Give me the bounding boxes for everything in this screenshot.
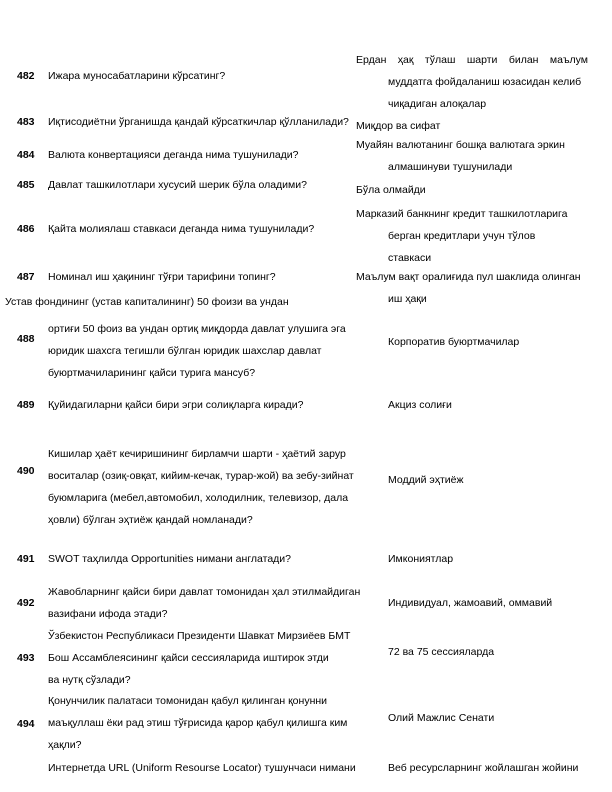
- row-number: 493: [17, 652, 35, 664]
- question-line: Номинал иш ҳақининг тўғри тарифини топинг?: [48, 271, 276, 283]
- answer-text: [388, 548, 612, 570]
- question-text: [48, 394, 378, 416]
- question-text: [48, 548, 378, 570]
- question-line: ортиғи 50 фоиз ва ундан ортиқ миқдорда давлат улушига эга: [48, 323, 346, 335]
- answer-line: алмашинуви тушунилади: [388, 161, 513, 173]
- answer-text: [356, 266, 610, 310]
- question-text: [48, 144, 378, 166]
- question-line: Бош Ассамблеясининг қайси сессияларида иштирок этди: [48, 652, 329, 664]
- question-line: Қайта молиялаш ставкаси деганда нима тушунилади?: [48, 223, 315, 235]
- answer-text: [388, 707, 612, 729]
- question-text: [48, 690, 378, 756]
- question-line: ҳовли) бўлган эҳтиёж қандай номланади?: [48, 514, 253, 526]
- answer-text: [388, 394, 612, 416]
- question-text: [48, 757, 378, 779]
- row-number: 483: [17, 116, 35, 128]
- question-text: [48, 625, 378, 691]
- answer-text: [356, 203, 610, 269]
- row-number: 485: [17, 179, 35, 191]
- question-text: [48, 266, 378, 288]
- answer-text: [388, 641, 612, 663]
- question-line: воситалар (озиқ-овқат, кийим-кечак, турар-жой) ва зебу-зийнат: [48, 470, 354, 482]
- answer-line: Ердан ҳақ тўлаш шарти билан маълум: [356, 54, 588, 66]
- row-number: 488: [17, 333, 35, 345]
- answer-line: Веб ресурсларнинг жойлашган жойини: [388, 762, 579, 774]
- row-number: 482: [17, 70, 35, 82]
- answer-text: [356, 49, 610, 115]
- question-line: маъқуллаш ёки рад этиш тўғрисида қарор қабул қилишга ким: [48, 717, 348, 729]
- row-number: 484: [17, 149, 35, 161]
- answer-line: Маълум вақт оралиғида пул шаклида олинган: [356, 271, 581, 283]
- answer-text: [388, 592, 612, 614]
- answer-line: Марказий банкнинг кредит ташкилотларига: [356, 208, 568, 220]
- answer-line: ставкаси: [388, 252, 432, 264]
- question-line: Ижара муносабатларини кўрсатинг?: [48, 70, 226, 82]
- row-number: 489: [17, 399, 35, 411]
- answer-line: Корпоратив буюртмачилар: [388, 336, 520, 348]
- row-number: 490: [17, 465, 35, 477]
- answer-line: Олий Мажлис Сенати: [388, 712, 495, 724]
- question-line: буюртмачиларининг қайси турига мансуб?: [48, 367, 256, 379]
- question-line: Қонунчилик палатаси томонидан қабул қилинган қонунни: [48, 695, 328, 707]
- answer-text: [356, 134, 610, 178]
- answer-line: иш ҳақи: [388, 293, 427, 305]
- row-number: 492: [17, 597, 35, 609]
- question-text: [48, 318, 378, 384]
- question-line: Интернетда URL (Uniform Resourse Locator) тушунчаси нимани: [48, 762, 356, 774]
- question-line: вазифани ифода этади?: [48, 608, 168, 620]
- answer-line: Муайян валютанинг бошқа валютага эркин: [356, 139, 565, 151]
- question-line: ва нутқ сўзлади?: [48, 674, 131, 686]
- answer-line: Акциз солиғи: [388, 399, 452, 411]
- question-text: [48, 581, 378, 625]
- answer-line: Имкониятлар: [388, 553, 454, 565]
- answer-line: Моддий эҳтиёж: [388, 474, 464, 486]
- question-text: [48, 111, 378, 133]
- answer-line: Миқдор ва сифат: [356, 120, 441, 132]
- question-line: Ўзбекистон Республикаси Президенти Шавкат Мирзиёев БМТ: [48, 630, 351, 642]
- question-text: [48, 218, 378, 240]
- question-line: Давлат ташкилотлари хусусий шерик бўла оладими?: [48, 179, 307, 191]
- row-number: 491: [17, 553, 35, 565]
- answer-text: [388, 469, 612, 491]
- question-text: [48, 174, 378, 196]
- question-line: Кишилар ҳаёт кечиришининг бирламчи шарти - ҳаётий зарур: [48, 448, 346, 460]
- question-line: SWOT таҳлилда Opportunities нимани англатади?: [48, 553, 292, 565]
- answer-text: [388, 757, 610, 779]
- question-line: Иқтисодиётни ўрганишда қандай кўрсаткичлар қўлланилади?: [48, 116, 349, 128]
- row-number: 494: [17, 718, 35, 730]
- question-line: Қуйидагиларни қайси бири эгри солиқларга киради?: [48, 399, 304, 411]
- answer-text: [356, 179, 610, 201]
- question-line: Жавобларнинг қайси бири давлат томонидан ҳал этилмайдиган: [48, 586, 361, 598]
- answer-line: муддатга фойдаланиш юзасидан келиб: [388, 76, 582, 88]
- row-number: 486: [17, 223, 35, 235]
- answer-line: Бўла олмайди: [356, 184, 426, 196]
- question-text: [48, 443, 378, 531]
- answer-line: чиқадиган алоқалар: [388, 98, 487, 110]
- question-line: юридик шахсга тегишли бўлган юридик шахслар давлат: [48, 345, 322, 357]
- question-line: буюмларига (мебел,автомобил, холодилник, телевизор, дала: [48, 492, 349, 504]
- question-text: [48, 65, 378, 87]
- question-line: Валюта конвертацияси деганда нима тушунилади?: [48, 149, 299, 161]
- row-number: 487: [17, 271, 35, 283]
- question-line: ҳақли?: [48, 739, 82, 751]
- answer-line: 72 ва 75 сессияларда: [388, 646, 495, 658]
- answer-line: Индивидуал, жамоавий, оммавий: [388, 597, 553, 609]
- question-line: Устав фондининг (устав капиталининг) 50 фоизи ва ундан: [5, 296, 289, 308]
- answer-text: [388, 331, 612, 353]
- answer-line: берган кредитлари учун тўлов: [388, 230, 536, 242]
